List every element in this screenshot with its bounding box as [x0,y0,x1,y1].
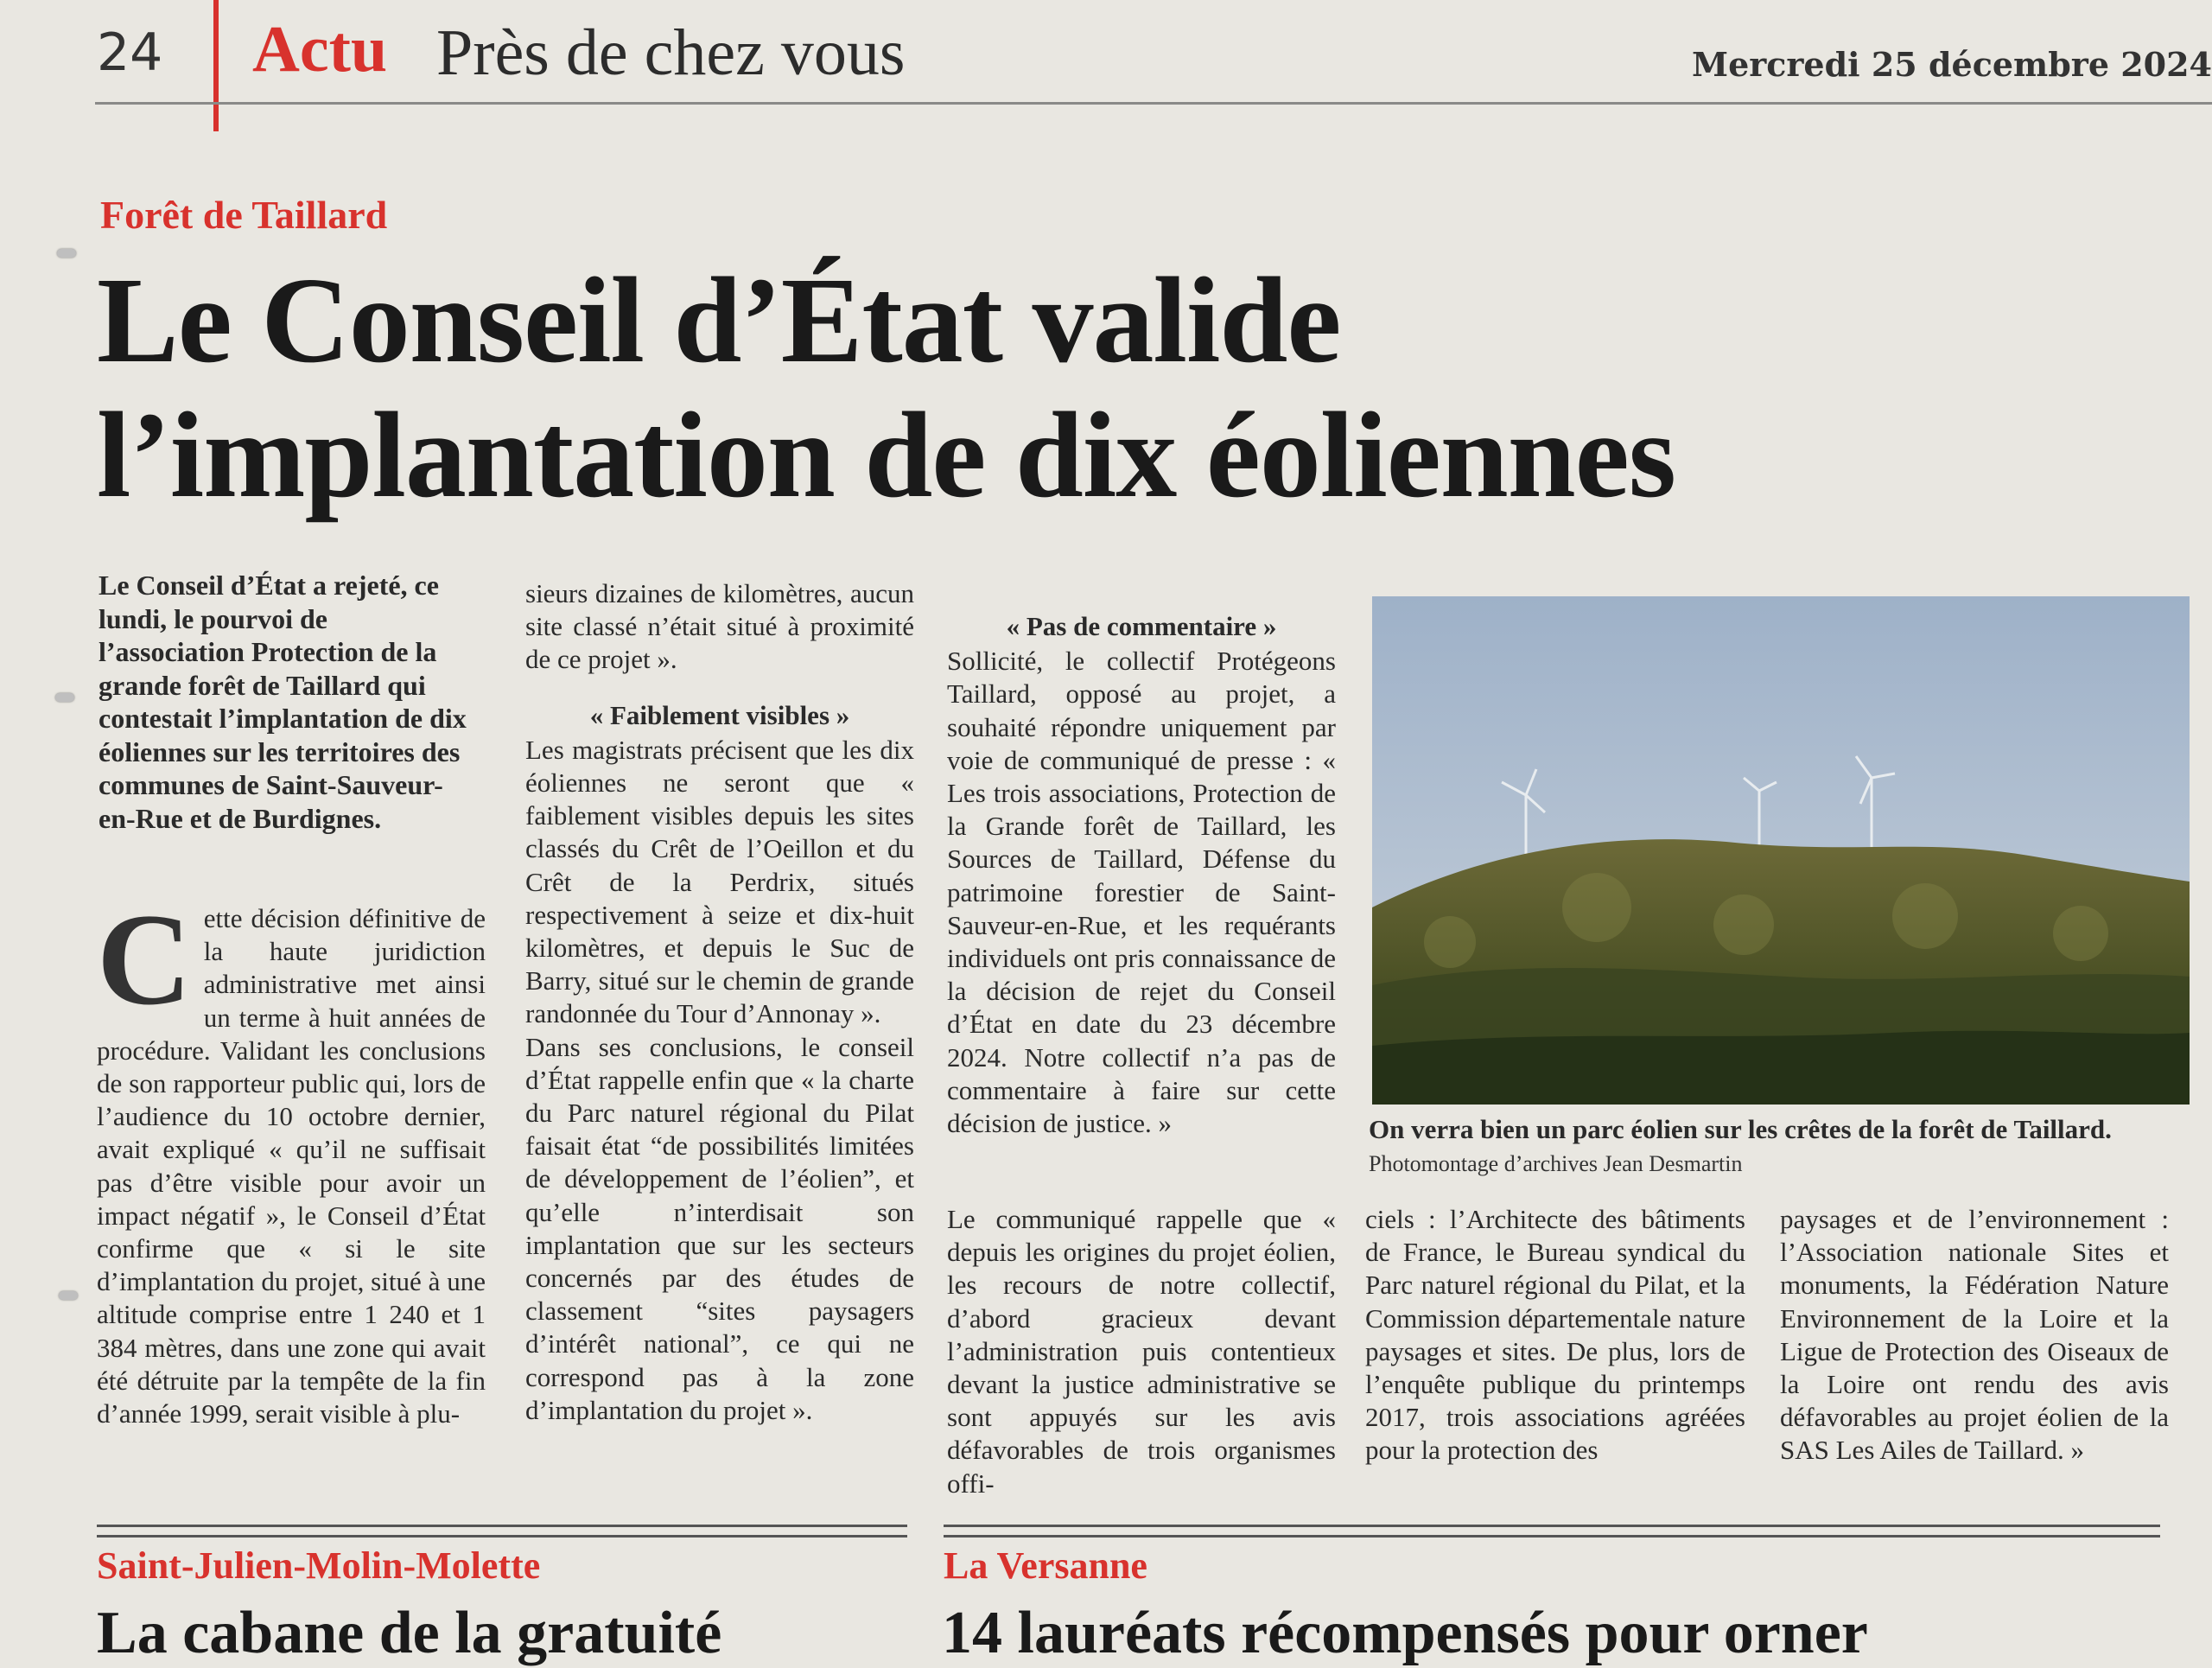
photo-credit: Photomontage d’archives Jean Desmartin [1369,1151,1743,1176]
column-2-paragraph-2: Les magistrats précisent que les dix éoliennes ne seront que « faiblement visibles depuis les sites classés du Crêt de l’Oeillon et du Crêt de la Perdrix, situés respectivement à seize et dix-huit kilomètres, et depuis le Suc de Barry, situé sur le chemin de grande randonnée du Tour d’Annonay ». [525,734,914,1029]
section-divider-left [97,1525,907,1537]
chapo-text: Le Conseil d’État a rejeté, ce lundi, le pourvoi de l’association Protection de la grande forêt de Taillard qui contestait l’implantation de dix éoliennes sur les territoires des communes de Saint-Sauveur-en-Rue et de Burdignes. [99,570,467,834]
intertitle-pas-de-commentaire: « Pas de commentaire » [1006,611,1277,641]
column-2-paragraph-1: sieurs dizaines de kilomètres, aucun site classé n’était situé à proximité de ce projet ». [525,578,914,675]
issue-date: Mercredi 25 décembre 2024 [1692,45,2212,84]
intertitle-faiblement-visibles: « Faiblement visibles » [589,699,850,730]
teaser-right-kicker: La Versanne [944,1544,1147,1587]
page-number: 24 [97,22,163,83]
headline-line-1: Le Conseil d’État valide [97,251,1341,388]
subsection-title: Près de chez vous [436,16,906,89]
header-red-divider [213,0,219,131]
header-rule [95,102,2212,105]
article-column-3-bottom [947,1203,1336,1500]
article-column-3-top [947,610,1336,1140]
article-headline [97,252,1675,522]
column-1-text: ette décision définitive de la haute juridiction administrative met ainsi un terme à huit années de procédure. Validant les conclusions de son rapporteur public qui, lors de l’audience du 10 octobre dernier, avait expliqué « qu’il ne suffisait pas d’être visible pour avoir un impact négatif », le Conseil d’État confirme que « si le site d’implantation du projet, situé à une altitude comprise entre 1 240 et 1 384 mètres, dans une zone qui avait été détruite par la tempête de la fin d’année 1999, serait visible à plu- [97,903,486,1429]
column-3-paragraph-1: Sollicité, le collectif Protégeons Taillard, opposé au projet, a souhaité répondre uniquement par voie de communiqué de presse : « Les trois associations, Protection de la Grande forêt de Taillard, les Sources de Taillard, Défense du patrimoine forestier de Saint-Sauveur-en-Rue, et les requérants individuels ont pris connaissance de la décision de rejet du Conseil d’État en date du 23 décembre 2024. Notre collectif n’a pas de commentaire à faire sur cette décision de justice. » [947,646,1336,1139]
headline-line-2: l’implantation de dix éoliennes [97,386,1675,523]
photo-caption [1369,1113,2198,1181]
article-column-2 [525,577,914,1427]
article-photo-wind-farm [1372,596,2190,1105]
teaser-left-headline: La cabane de la gratuité [97,1600,722,1666]
column-4-text: ciels : l’Architecte des bâtiments de France, le Bureau syndical du Parc naturel régional du Pilat, et la Commission départementale nature paysages et sites. De plus, lors de l’enquête publique du printemps 2017, trois associations agréées pour la protection des [1365,1204,1745,1466]
article-column-1 [97,887,486,1430]
article-column-4 [1365,1203,1745,1467]
section-title: Actu [252,13,388,86]
column-3-paragraph-2: Le communiqué rappelle que « depuis les origines du projet éolien, les recours de notre collectif, d’abord gracieux devant l’administration puis contentieux devant la justice administrative se sont appuyés sur les avis défavorables de trois organismes offi- [947,1204,1336,1499]
teaser-right-headline: 14 lauréats récompensés pour orner [942,1600,1868,1666]
section-divider-right [944,1525,2160,1537]
staple-mark [57,249,76,258]
staple-mark [55,693,74,702]
article-column-5 [1780,1203,2169,1467]
article-chapo [99,569,477,835]
column-5-text: paysages et de l’environnement : l’Association nationale Sites et monuments, la Fédération Nature Environnement de la Loire et la Ligue de Protection des Oiseaux de la Loire ont rendu des avis défavorables au projet éolien de la SAS Les Ailes de Taillard. » [1780,1204,2169,1466]
drop-cap: C [97,887,192,1032]
article-kicker: Forêt de Taillard [100,193,388,237]
caption-text: On verra bien un parc éolien sur les crêtes de la forêt de Taillard. [1369,1114,2112,1144]
staple-mark [59,1291,78,1300]
column-2-paragraph-3: Dans ses conclusions, le conseil d’État rappelle enfin que « la charte du Parc naturel régional du Pilat faisait état “de possibilités limitées de développement de l’éolien”, et qu’elle n’interdisait son implantation que sur les secteurs concernés par des études de classement “sites paysagers d’intérêt national”, ce qui ne correspond pas à la zone d’implantation du projet ». [525,1031,914,1425]
teaser-left-kicker: Saint-Julien-Molin-Molette [97,1544,541,1587]
